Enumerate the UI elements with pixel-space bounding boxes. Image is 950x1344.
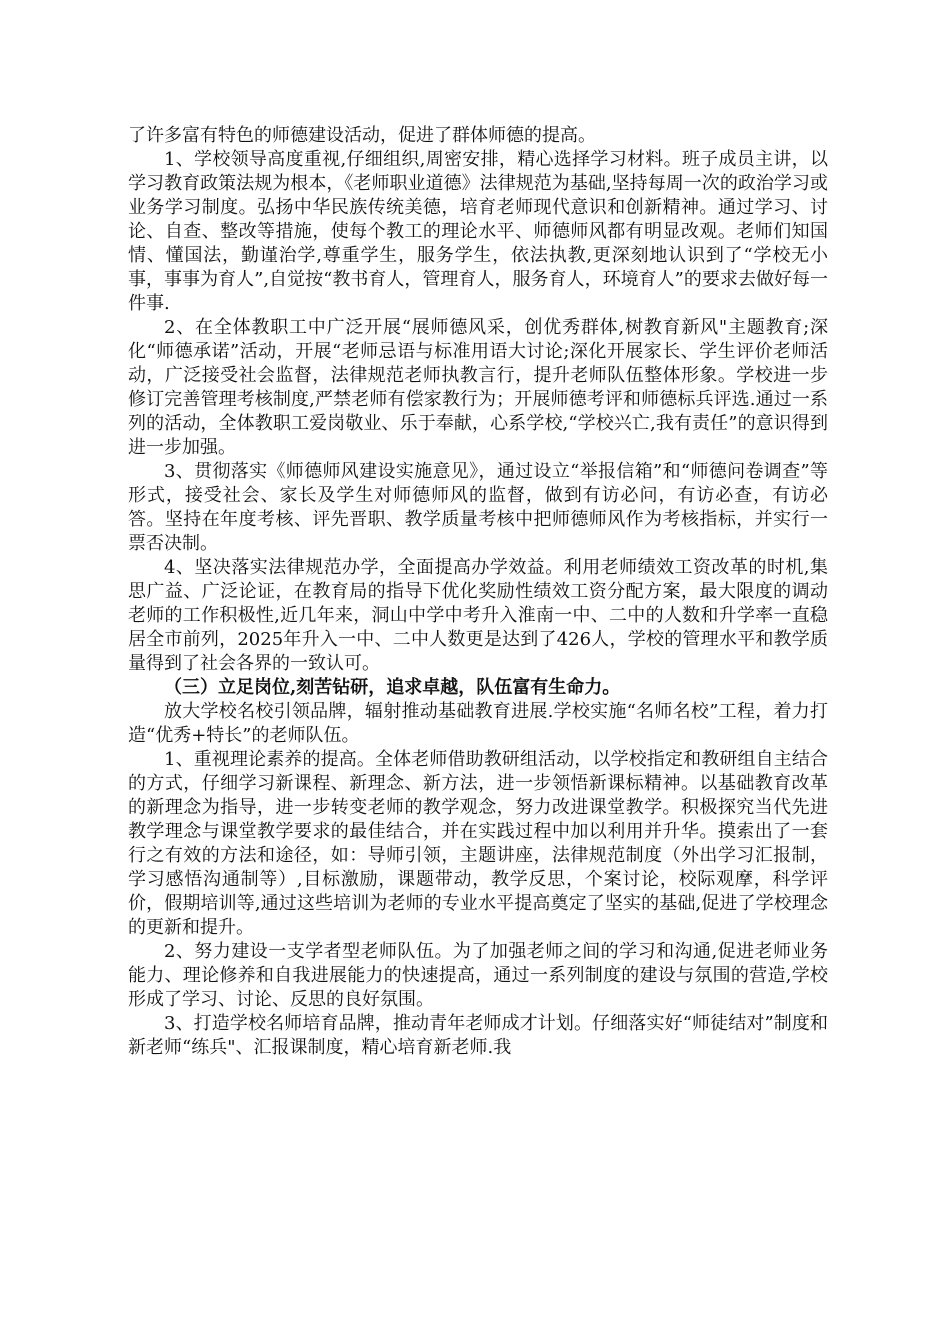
paragraph-section-item-1: 1、重视理论素养的提高。全体老师借助教研组活动，以学校指定和教研组自主结合的方式，仔细学习新课程、新理念、新方法，进一步领悟新课标精神。以基础教育改革的新理念为指导，进一步转变老师的教学观念，努力改进课堂教学。积极探究当代先进教学理念与课堂教学要求的最佳结合，并在实践过程中加以利用并升华。摸索出了一套行之有效的方法和途径，如：导师引领，主题讲座，法律规范制度（外出学习汇报制，学习感悟沟通制等）,目标激励，课题带动，教学反思，个案讨论，校际观摩，科学评价，假期培训等,通过这些培训为老师的专业水平提高奠定了坚实的基础,促进了学校理念的更新和提升。: [128, 749, 828, 938]
paragraph-item-3: 3、贯彻落实《师德师风建设实施意见》，通过设立“举报信箱”和“师德问卷调查”等形式，接受社会、家长及学生对师德师风的监督，做到有访必问，有访必查，有访必答。坚持在年度考核、评先晋职、教学质量考核中把师德师风作为考核指标，并实行一票否决制。: [128, 461, 828, 554]
paragraph-item-2: 2、在全体教职工中广泛开展“展师德风采，创优秀群体,树教育新风"主题教育;深化“师德承诺”活动，开展“老师忌语与标准用语大讨论;深化开展家长、学生评价老师活动，广泛接受社会监督，法律规范老师执教言行，提升老师队伍整体形象。学校进一步修订完善管理考核制度,严禁老师有偿家教行为；开展师德考评和师德标兵评选.通过一系列的活动，全体教职工爱岗敬业、乐于奉献，心系学校,“学校兴亡,我有责任”的意识得到进一步加强。: [128, 317, 828, 458]
document-page: [128, 124, 828, 1060]
paragraph-item-1: 1、学校领导高度重视,仔细组织,周密安排，精心选择学习材料。班子成员主讲，以学习教育政策法规为根本，《老师职业道德》法律规范为基础,坚持每周一次的政治学习或业务学习制度。弘扬中华民族传统美德，培育老师现代意识和创新精神。通过学习、讨论、自查、整改等措施，使每个教工的理论水平、师德师风都有明显改观。老师们知国情、懂国法，勤谨治学,尊重学生，服务学生，依法执教,更深刻地认识到了“学校无小事，事事为育人”,自觉按“教书育人，管理育人，服务育人，环境育人”的要求去做好每一件事.: [128, 149, 828, 314]
paragraph-section-item-3: 3、打造学校名师培育品牌，推动青年老师成才计划。仔细落实好“师徒结对”制度和新老师“练兵"、汇报课制度，精心培育新老师.我: [128, 1013, 828, 1058]
paragraph-continuation: 了许多富有特色的师德建设活动，促进了群体师德的提高。: [128, 125, 596, 146]
paragraph-item-4: 4、坚决落实法律规范办学，全面提高办学效益。利用老师绩效工资改革的时机,集思广益、广泛论证，在教育局的指导下优化奖励性绩效工资分配方案，最大限度的调动老师的工作积极性,近几年来，洞山中学中考升入淮南一中、二中的人数和升学率一直稳居全市前列，2025年升入一中、二中人数更是达到了426人，学校的管理水平和教学质量得到了社会各界的一致认可。: [128, 557, 828, 674]
section-heading: （三）立足岗位,刻苦钻研，追求卓越，队伍富有生命力。: [164, 677, 621, 698]
paragraph-section-intro: 放大学校名校引领品牌，辐射推动基础教育进展.学校实施“名师名校”工程，着力打造“优秀+特长”的老师队伍。: [128, 701, 828, 746]
paragraph-section-item-2: 2、努力建设一支学者型老师队伍。为了加强老师之间的学习和沟通,促进老师业务能力、理论修养和自我进展能力的快速提高，通过一系列制度的建设与氛围的营造,学校形成了学习、讨论、反思的良好氛围。: [128, 941, 828, 1010]
